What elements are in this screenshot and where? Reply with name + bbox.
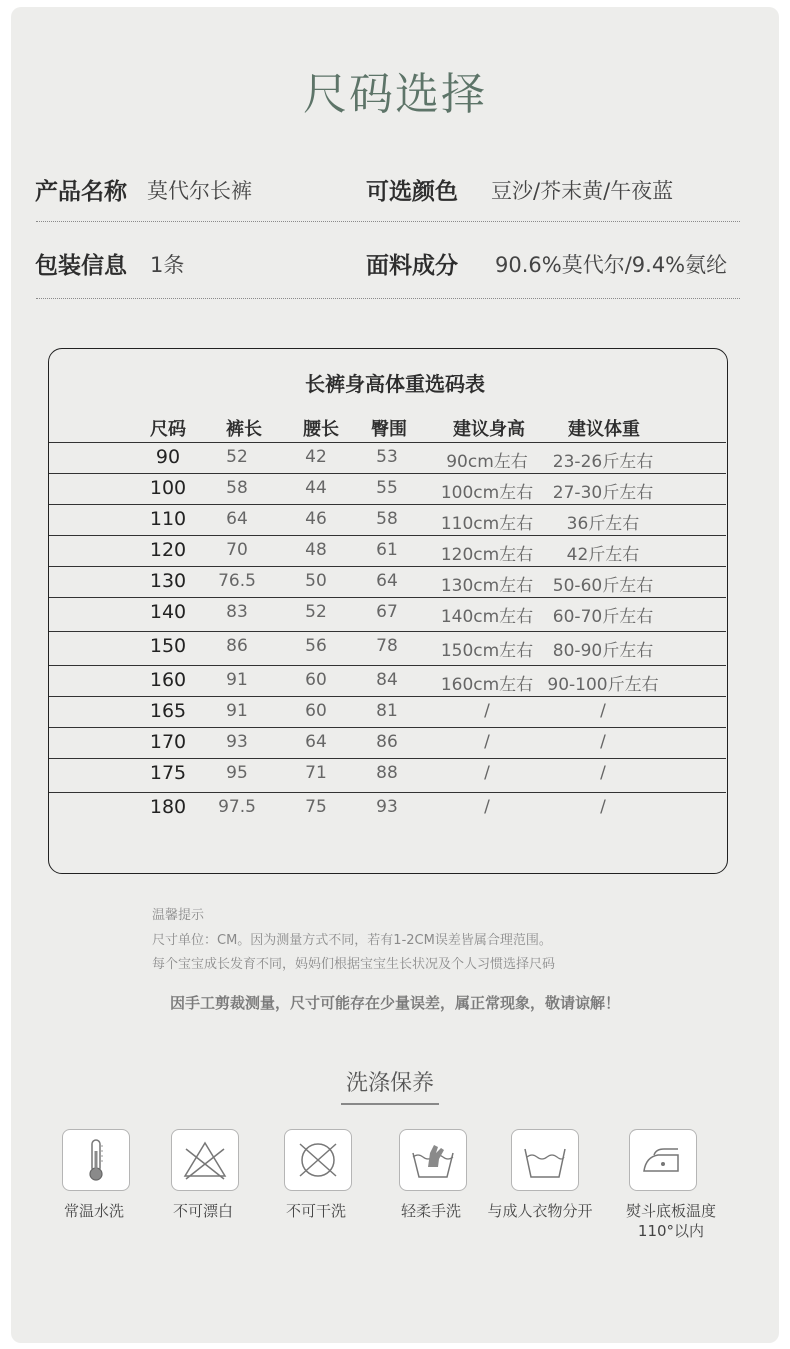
cell-weight: 50-60斤左右 xyxy=(552,576,654,596)
cell-hip: 55 xyxy=(376,478,398,498)
cell-waist: 44 xyxy=(305,478,327,498)
cell-hip: 88 xyxy=(376,763,398,783)
package-value: 1条 xyxy=(150,253,185,277)
notice-text: 因手工剪裁测量，尺寸可能存在少量误差，属正常现象，敬请谅解！ xyxy=(169,994,620,1012)
cell-height: 140cm左右 xyxy=(440,607,534,627)
notes-line-1: 尺寸单位：CM。因为测量方式不同，若有1-2CM误差皆属合理范围。 xyxy=(152,933,552,948)
no-bleach-icon xyxy=(180,1137,230,1183)
wash-tub-icon xyxy=(520,1137,570,1183)
cell-height: 100cm左右 xyxy=(440,483,534,503)
care-title: 洗涤保养 xyxy=(345,1071,434,1096)
notes-heading: 温馨提示 xyxy=(152,908,205,923)
cell-pants-length: 70 xyxy=(226,540,248,560)
cell-waist: 60 xyxy=(305,701,327,721)
divider xyxy=(36,298,740,299)
table-row xyxy=(49,442,726,473)
care-label-normal-wash: 常温水洗 xyxy=(63,1202,125,1220)
cell-weight: 90-100斤左右 xyxy=(547,675,659,695)
header-weight: 建议体重 xyxy=(568,419,640,440)
cell-size: 130 xyxy=(149,570,187,592)
cell-weight: 60-70斤左右 xyxy=(552,607,654,627)
care-label-wash-separately: 与成人衣物分开 xyxy=(487,1202,593,1220)
cell-waist: 46 xyxy=(305,509,327,529)
cell-pants-length: 76.5 xyxy=(218,571,256,591)
table-row xyxy=(49,473,726,504)
cell-waist: 64 xyxy=(305,732,327,752)
cell-waist: 50 xyxy=(305,571,327,591)
care-title-underline xyxy=(341,1103,439,1105)
header-waist: 腰长 xyxy=(303,419,339,440)
table-row xyxy=(49,504,726,535)
table-row xyxy=(49,566,726,597)
cell-size: 150 xyxy=(149,635,187,657)
care-item-no-bleach xyxy=(171,1129,239,1191)
cell-pants-length: 86 xyxy=(226,636,248,656)
care-item-normal-wash xyxy=(62,1129,130,1191)
cell-weight: / xyxy=(600,701,606,721)
color-label: 可选颜色 xyxy=(366,179,458,205)
cell-pants-length: 91 xyxy=(226,670,248,690)
care-item-wash-separately xyxy=(511,1129,579,1191)
cell-height: 150cm左右 xyxy=(440,641,534,661)
cell-size: 120 xyxy=(149,539,187,561)
care-item-iron xyxy=(629,1129,697,1191)
cell-hip: 84 xyxy=(376,670,398,690)
cell-height: / xyxy=(484,701,490,721)
cell-height: / xyxy=(484,732,490,752)
cell-weight: 80-90斤左右 xyxy=(552,641,654,661)
header-pants-length: 裤长 xyxy=(226,419,262,440)
fabric-label: 面料成分 xyxy=(366,253,458,279)
cell-height: / xyxy=(484,763,490,783)
cell-pants-length: 58 xyxy=(226,478,248,498)
size-table-body xyxy=(49,442,726,823)
header-height: 建议身高 xyxy=(453,419,525,440)
cell-hip: 78 xyxy=(376,636,398,656)
cell-pants-length: 52 xyxy=(226,447,248,467)
table-row xyxy=(49,792,726,823)
cell-weight: 42斤左右 xyxy=(566,545,640,565)
cell-hip: 86 xyxy=(376,732,398,752)
cell-weight: 27-30斤左右 xyxy=(552,483,654,503)
cell-waist: 75 xyxy=(305,797,327,817)
table-row xyxy=(49,696,726,727)
care-item-hand-wash xyxy=(399,1129,467,1191)
cell-weight: / xyxy=(600,732,606,752)
notes-line-2: 每个宝宝成长发育不同，妈妈们根据宝宝生长状况及个人习惯选择尺码 xyxy=(152,957,556,972)
cell-waist: 52 xyxy=(305,602,327,622)
cell-pants-length: 83 xyxy=(226,602,248,622)
table-row xyxy=(49,597,726,631)
care-label-no-dry-clean: 不可干洗 xyxy=(285,1202,347,1220)
cell-weight: / xyxy=(600,763,606,783)
table-row xyxy=(49,631,726,665)
cell-waist: 42 xyxy=(305,447,327,467)
cell-waist: 71 xyxy=(305,763,327,783)
cell-pants-length: 93 xyxy=(226,732,248,752)
cell-pants-length: 91 xyxy=(226,701,248,721)
cell-size: 90 xyxy=(155,446,181,468)
cell-height: 90cm左右 xyxy=(446,452,528,472)
cell-size: 100 xyxy=(149,477,187,499)
care-label-hand-wash: 轻柔手洗 xyxy=(400,1202,462,1220)
cell-weight: / xyxy=(600,797,606,817)
cell-hip: 93 xyxy=(376,797,398,817)
cell-hip: 61 xyxy=(376,540,398,560)
iron-icon xyxy=(638,1137,688,1183)
care-label-no-bleach: 不可漂白 xyxy=(172,1202,234,1220)
cell-pants-length: 95 xyxy=(226,763,248,783)
table-row xyxy=(49,535,726,566)
table-row xyxy=(49,758,726,792)
cell-height: 160cm左右 xyxy=(440,675,534,695)
package-label: 包装信息 xyxy=(35,253,127,279)
care-label-iron-line1: 熨斗底板温度 xyxy=(625,1202,717,1220)
product-name-value: 莫代尔长裤 xyxy=(147,179,252,203)
cell-size: 170 xyxy=(149,731,187,753)
care-label-iron-line2: 110°以内 xyxy=(637,1222,705,1240)
cell-hip: 67 xyxy=(376,602,398,622)
cell-height: / xyxy=(484,797,490,817)
cell-waist: 56 xyxy=(305,636,327,656)
cell-hip: 53 xyxy=(376,447,398,467)
cell-waist: 60 xyxy=(305,670,327,690)
hand-wash-icon xyxy=(408,1137,458,1183)
cell-hip: 58 xyxy=(376,509,398,529)
product-name-label: 产品名称 xyxy=(35,179,127,205)
header-hip: 臀围 xyxy=(371,419,407,440)
header-size: 尺码 xyxy=(150,419,186,440)
table-row xyxy=(49,665,726,696)
cell-size: 180 xyxy=(149,796,187,818)
cell-height: 130cm左右 xyxy=(440,576,534,596)
cell-hip: 64 xyxy=(376,571,398,591)
cell-height: 110cm左右 xyxy=(440,514,534,534)
divider xyxy=(36,221,740,222)
cell-weight: 23-26斤左右 xyxy=(552,452,654,472)
cell-size: 140 xyxy=(149,601,187,623)
page-title: 尺码选择 xyxy=(303,69,487,120)
table-row xyxy=(49,727,726,758)
no-dry-clean-icon xyxy=(293,1137,343,1183)
thermometer-icon xyxy=(71,1137,121,1183)
cell-height: 120cm左右 xyxy=(440,545,534,565)
cell-pants-length: 97.5 xyxy=(218,797,256,817)
cell-size: 160 xyxy=(149,669,187,691)
size-table-title: 长裤身高体重选码表 xyxy=(305,372,485,396)
cell-pants-length: 64 xyxy=(226,509,248,529)
care-item-no-dry-clean xyxy=(284,1129,352,1191)
cell-size: 175 xyxy=(149,762,187,784)
cell-waist: 48 xyxy=(305,540,327,560)
cell-weight: 36斤左右 xyxy=(566,514,640,534)
color-value: 豆沙/芥末黄/午夜蓝 xyxy=(491,179,674,203)
cell-size: 165 xyxy=(149,700,187,722)
cell-size: 110 xyxy=(149,508,187,530)
care-label-iron xyxy=(626,1201,716,1241)
cell-hip: 81 xyxy=(376,701,398,721)
fabric-value: 90.6%莫代尔/9.4%氨纶 xyxy=(495,253,728,277)
